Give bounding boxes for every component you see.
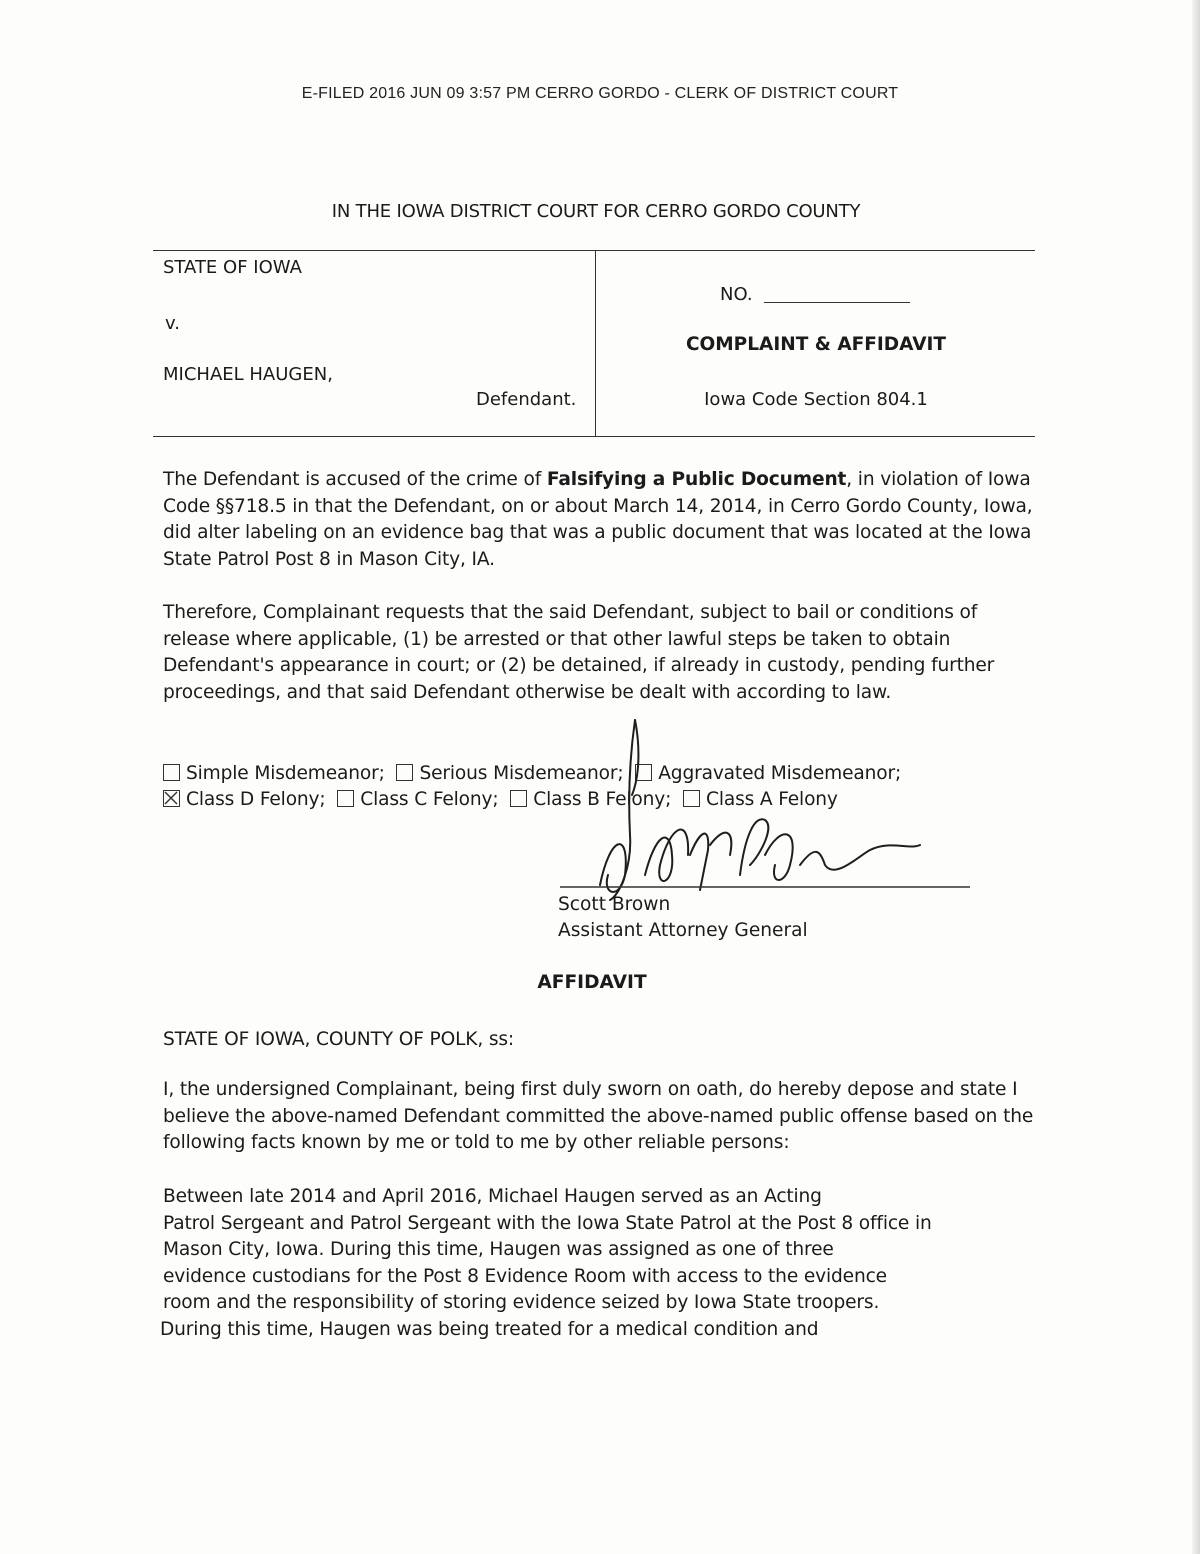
caption-defendant-role: Defendant. xyxy=(476,389,577,410)
offense-label: Class B Felony; xyxy=(533,789,672,810)
offense-label: Serious Misdemeanor; xyxy=(419,763,624,784)
offense-label: Class C Felony; xyxy=(360,789,499,810)
case-number-blank xyxy=(764,302,910,303)
caption-top-rule xyxy=(153,250,1035,251)
checkbox-class-b-felony[interactable] xyxy=(510,790,527,807)
checkbox-x-mark-icon xyxy=(164,791,178,805)
affidavit-venue: STATE OF IOWA, COUNTY OF POLK, ss: xyxy=(163,1029,515,1050)
checkbox-class-c-felony[interactable] xyxy=(337,790,354,807)
facts-line: Mason City, Iowa. During this time, Haugen was assigned as one of three xyxy=(163,1239,834,1260)
crime-name: Falsifying a Public Document xyxy=(546,469,847,490)
offense-option-simple-misdemeanor[interactable] xyxy=(163,763,385,784)
caption-bottom-rule xyxy=(153,436,1035,437)
offense-label: Class D Felony; xyxy=(186,789,326,810)
efiling-stamp: E-FILED 2016 JUN 09 3:57 PM CERRO GORDO - CLERK OF DISTRICT COURT xyxy=(301,85,899,102)
offense-label: Class A Felony xyxy=(705,789,838,810)
offense-option-class-c-felony[interactable] xyxy=(337,789,498,810)
scan-edge-shadow xyxy=(1192,0,1200,1554)
caption-plaintiff: STATE OF IOWA xyxy=(163,257,302,278)
facts-paragraph xyxy=(160,1184,1043,1343)
facts-line: Between late 2014 and April 2016, Michael Haugen served as an Acting xyxy=(163,1186,822,1207)
case-number-label: NO. xyxy=(720,284,753,305)
charge-prefix: The Defendant is accused of the crime of xyxy=(163,469,547,490)
checkbox-serious-misdemeanor[interactable] xyxy=(396,764,413,781)
facts-line: evidence custodians for the Post 8 Evidence Room with access to the evidence xyxy=(163,1265,887,1287)
signer-name: Scott Brown xyxy=(558,894,671,915)
signer-title: Assistant Attorney General xyxy=(558,920,808,941)
oath-text: I, the undersigned Complainant, being first duly sworn on oath, do hereby depose and state I believe the above-named Defendant committed the above-named public offense based on the following facts known by me or told to me by other reliable persons: xyxy=(163,1079,1034,1153)
facts-line: Patrol Sergeant and Patrol Sergeant with the Iowa State Patrol at the Post 8 office in xyxy=(163,1212,932,1234)
checkbox-simple-misdemeanor[interactable] xyxy=(163,764,180,781)
charge-suffix: , in violation of Iowa Code §§718.5 in that the Defendant, on or about March 14, 2014, in Cerro Gordo County, Iowa, did alter labeling on an evidence bag that was a public document that was located at the Iowa State Patrol Post 8 in Mason City, IA. xyxy=(163,469,1033,570)
offense-label: Simple Misdemeanor; xyxy=(186,763,385,784)
facts-line: room and the responsibility of storing evidence seized by Iowa State troopers. xyxy=(163,1292,880,1313)
facts-line: During this time, Haugen was being treated for a medical condition and xyxy=(160,1318,819,1340)
request-text: Therefore, Complainant requests that the said Defendant, subject to bail or conditions of release where applicable, (1) be arrested or that other lawful steps be taken to obtain Defendant's appearance in court; or (2) be detained, if already in custody, pending further proceedings, and that said Defendant otherwise be dealt with according to law. xyxy=(163,602,995,703)
document-title: COMPLAINT & AFFIDAVIT xyxy=(685,334,947,355)
request-paragraph xyxy=(163,600,1043,706)
offense-option-class-d-felony[interactable] xyxy=(163,789,326,810)
checkbox-class-d-felony[interactable] xyxy=(163,790,180,807)
oath-paragraph xyxy=(163,1077,1043,1157)
affidavit-heading: AFFIDAVIT xyxy=(537,972,647,993)
caption-versus: v. xyxy=(165,313,180,334)
caption-defendant-name: MICHAEL HAUGEN, xyxy=(163,364,333,385)
code-section: Iowa Code Section 804.1 xyxy=(704,389,928,410)
offense-label: Aggravated Misdemeanor; xyxy=(658,763,902,784)
charge-paragraph xyxy=(163,467,1043,573)
handwritten-signature xyxy=(560,715,980,915)
court-title: IN THE IOWA DISTRICT COURT FOR CERRO GORDO COUNTY xyxy=(331,201,861,222)
